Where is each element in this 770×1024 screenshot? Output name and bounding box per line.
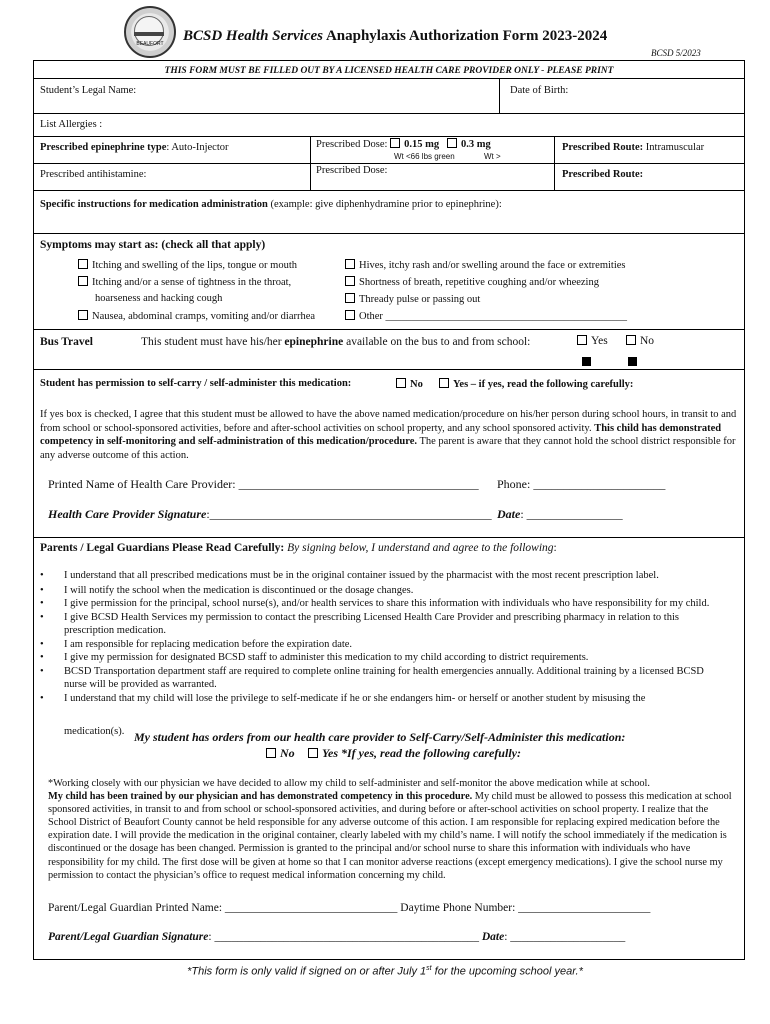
symptom-right-4[interactable]: Other ______________________________________________ — [345, 310, 627, 322]
form-body — [33, 60, 745, 960]
provider-signature-field[interactable]: Health Care Provider Signature:_______________________________________________ — [48, 507, 492, 521]
selfcarry-agreement: If yes box is checked, I agree that this student must be allowed to have the above named medication/procedure on his/her person during school hours, in transit to and from school or school-sponsored activities, before and after-school activities on school property, and any school sponsored activity. This child has demonstrated competency in self-monitoring and self-administration of this medication/procedure. The parent is aware that they cannot hold the school district responsible for any adverse outcome of this action. — [40, 409, 737, 461]
provider-date-field[interactable]: Date: ________________ — [497, 507, 623, 521]
orders-yes-checkbox[interactable] — [308, 748, 318, 758]
symptom-left-2-cont: hoarseness and hacking cough — [95, 293, 223, 304]
orders-line: My student has orders from our health care provider to Self-Carry/Self-Administer this medication: — [134, 730, 626, 744]
list-item: • I understand that my child will lose the privilege to self-medicate if he or she endangers him- or herself or another student by misusing the — [34, 692, 724, 706]
last-bullet-end: medication(s). — [64, 726, 125, 737]
list-item: • I will notify the school when the medication is discontinued or the dosage changes. — [34, 584, 724, 598]
bus-no-mark — [628, 357, 637, 369]
antihistamine-dose-label: Prescribed Dose: — [316, 165, 388, 176]
form-code: BCSD 5/2023 — [651, 48, 701, 58]
provider-name-field[interactable]: Printed Name of Health Care Provider: ________________________________________ — [48, 477, 479, 491]
selfcarry-yes-checkbox[interactable] — [439, 378, 449, 388]
antihistamine-route-label: Prescribed Route: — [562, 169, 644, 180]
bus-travel-text: This student must have his/her epinephrine available on the bus to and from school: — [141, 336, 531, 348]
orders-no-option[interactable]: No — [266, 746, 295, 761]
list-item: • I am responsible for replacing medication before the expiration date. — [34, 638, 724, 652]
symptom-right-3[interactable]: Thready pulse or passing out — [345, 293, 480, 305]
epi-type-label: Prescribed epinephrine type: Auto-Injector — [40, 142, 229, 153]
selfcarry-no-option[interactable]: No — [396, 378, 423, 390]
instructions-label: Specific instructions for medication administration (example: give diphenhydramine prior to epinephrine): — [40, 199, 502, 210]
symptom-checkbox[interactable] — [78, 310, 88, 320]
epi-dose-group: Prescribed Dose: 0.15 mg 0.3 mg — [316, 139, 491, 150]
orders-no-checkbox[interactable] — [266, 748, 276, 758]
symptom-checkbox[interactable] — [345, 310, 355, 320]
symptoms-heading: Symptoms may start as: (check all that apply) — [40, 239, 266, 251]
dob-label: Date of Birth: — [510, 85, 569, 96]
dose-03-checkbox[interactable] — [447, 138, 457, 148]
epi-dose-label: Prescribed Dose: — [316, 139, 388, 150]
guardian-name-phone-field[interactable]: Parent/Legal Guardian Printed Name: ______________________________ Daytime Phone Number: _______________________ — [48, 902, 651, 914]
logo-text: BEAUFORT — [136, 41, 164, 47]
antihistamine-label: Prescribed antihistamine: — [40, 169, 147, 180]
list-item: • I give my permission for designated BCSD staff to administer this medication to my child according to district requirements. — [34, 651, 724, 665]
guardian-signature-field[interactable]: Parent/Legal Guardian Signature: ______________________________________________ Date: ____________________ — [48, 931, 626, 943]
student-name-label: Student’s Legal Name: — [40, 85, 137, 96]
list-item: • BCSD Transportation department staff are required to complete online training for health emergencies annually. Additional training by a licensed BCSD nurse will be provided as warranted. — [34, 665, 724, 692]
symptom-checkbox[interactable] — [78, 276, 88, 286]
selfcarry-yes-option[interactable]: Yes – if yes, read the following carefully: — [439, 378, 633, 390]
bus-no-checkbox[interactable] — [626, 335, 636, 345]
bus-yes-mark — [582, 357, 591, 369]
symptom-left-1[interactable]: Itching and swelling of the lips, tongue or mouth — [78, 259, 297, 271]
selfcarry-label: Student has permission to self-carry / self-administer this medication: — [40, 378, 352, 389]
dose-015-checkbox[interactable] — [390, 138, 400, 148]
bus-yes-checkbox[interactable] — [577, 335, 587, 345]
symptom-checkbox[interactable] — [345, 293, 355, 303]
symptom-right-1[interactable]: Hives, itchy rash and/or swelling around the face or extremities — [345, 259, 626, 271]
bus-yes-option[interactable]: Yes — [577, 335, 608, 347]
symptom-left-3[interactable]: Nausea, abdominal cramps, vomiting and/or diarrhea — [78, 310, 315, 322]
list-item: • I give BCSD Health Services my permission to contact the prescribing Licensed Health Care Provider and prescribing pharmacy in relation to this prescription medication. — [34, 611, 724, 638]
symptom-checkbox[interactable] — [345, 259, 355, 269]
form-title: BCSD Health Services Anaphylaxis Authorization Form 2023-2024 — [183, 28, 608, 44]
parent-agreement-list — [34, 569, 724, 705]
symptom-checkbox[interactable] — [345, 276, 355, 286]
symptom-right-2[interactable]: Shortness of breath, repetitive coughing and/or wheezing — [345, 276, 599, 288]
epi-route: Prescribed Route: Intramuscular — [562, 142, 705, 153]
parents-heading: Parents / Legal Guardians Please Read Carefully: By signing below, I understand and agree to the following: — [40, 542, 557, 554]
provider-phone-field[interactable]: Phone: ______________________ — [497, 477, 666, 491]
validity-footer: *This form is only valid if signed on or after July 1st for the upcoming school year.* — [187, 965, 583, 978]
district-logo — [124, 6, 176, 58]
symptom-left-2[interactable]: Itching and/or a sense of tightness in the throat, — [78, 276, 291, 288]
dose-note-2: Wt > — [484, 152, 501, 161]
symptom-checkbox[interactable] — [78, 259, 88, 269]
list-item: • I understand that all prescribed medications must be in the original container issued by the pharmacist with the most recent prescription label. — [34, 569, 724, 583]
bus-no-option[interactable]: No — [626, 335, 654, 347]
parent-consent-paragraph: *Working closely with our physician we have decided to allow my child to self-administer and self-monitor the above medication while at school. My child has been trained by our physician and has demonstrated competency in this procedure. My child must be allowed to possess this medication at school sponsored activities, in transit to and from school or school-sponsored activities, and during before or after-school activities on school property. I realize that the School District of Beaufort County cannot be held responsible for any adverse outcome of this action. I am responsible for replacing expired medication before the expiration date. I will provide the medication in the original container, clearly labeled with my child’s name. I will notify the school immediately if the medication is discontinued or the dosage has been changed. Permission is granted to the principal and/or school nurse to share this information with individuals who have responsibility for my child. The first dose will be given at home so that I can monitor adverse reactions (except emergency medications). I give the school nurse my permission to contact the physician’s office to request medical information concerning my child. — [48, 778, 732, 881]
bus-travel-label: Bus Travel — [40, 336, 93, 348]
orders-yes-option[interactable]: Yes *If yes, read the following carefully: — [308, 746, 521, 761]
dose-note-1: Wt <66 lbs green — [394, 152, 455, 161]
selfcarry-no-checkbox[interactable] — [396, 378, 406, 388]
list-item: • I give permission for the principal, school nurse(s), and/or health services to share this information with individuals who have responsibility for my child. — [34, 597, 724, 611]
allergies-label: List Allergies : — [40, 119, 103, 130]
provider-banner: THIS FORM MUST BE FILLED OUT BY A LICENSED HEALTH CARE PROVIDER ONLY - PLEASE PRINT — [164, 66, 614, 76]
